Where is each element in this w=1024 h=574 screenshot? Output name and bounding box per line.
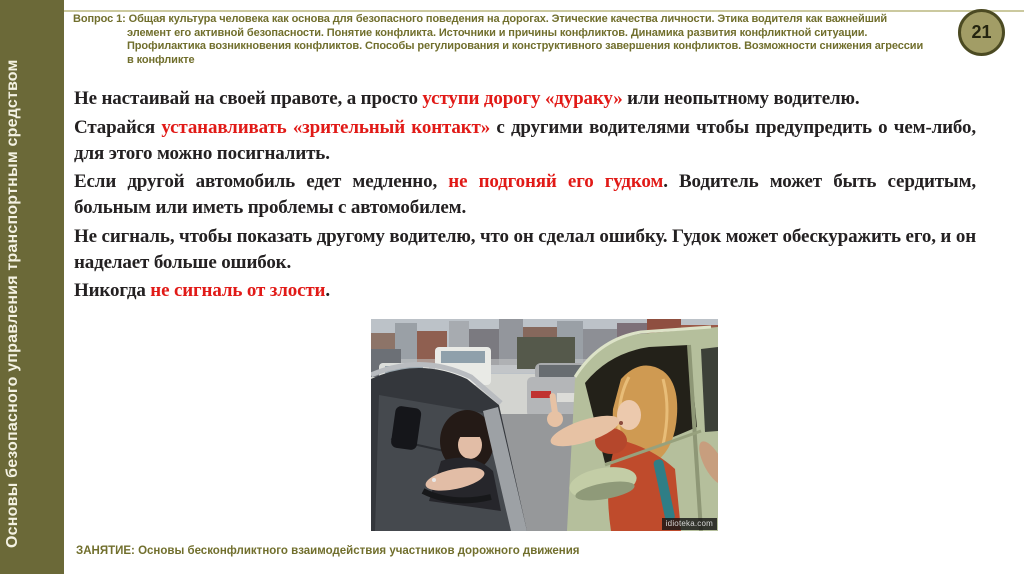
photo-watermark: idioteka.com [662, 518, 717, 530]
body-text-run: или неопытному водителю. [622, 88, 860, 109]
header-divider-line [64, 10, 1024, 12]
body-text-run: уступи дорогу «дураку» [422, 88, 623, 109]
body-text-run: Старайся [74, 116, 162, 138]
body-text-run: Не настаивай на своей правоте, а просто [74, 88, 423, 109]
header-line: в конфликте [127, 53, 195, 66]
body-paragraph [74, 278, 976, 304]
body-paragraph [74, 86, 976, 112]
page-number: 21 [971, 22, 992, 42]
body-paragraph [74, 115, 976, 167]
page-number-badge [958, 9, 1005, 56]
body-text-run: не сигналь от злости [150, 280, 326, 301]
footer-lesson-title: ЗАНЯТИЕ: Основы бесконфликтного взаимодействия участников дорожного движения [76, 545, 580, 557]
header-line: Профилактика возникновения конфликтов. Способы регулирования и конструктивного завершения конфликтов. Возможности снижения агрессии [127, 40, 924, 52]
header-text [73, 13, 965, 67]
sidebar [0, 0, 64, 574]
body-text-run: Не сигналь, чтобы показать другому водителю, что он сделал ошибку. Гудок может обескуражить его, и он наделает больше ошибок. [74, 225, 976, 273]
body-text-run: Никогда [74, 280, 151, 301]
body-text-run: с другими водителями чтобы предупредить о чем-либо, для этого можно посигналить. [74, 116, 976, 164]
header-line: Вопрос 1: Общая культура человека как основа для безопасного поведения на дорогах. Этические качества личности. Этика водителя как важнейший [73, 13, 888, 25]
header-line: элемент его активной безопасности. Понятие конфликта. Источники и причины конфликтов. Динамика развития конфликтной ситуации. [127, 26, 868, 39]
body-text-run: Если другой автомобиль едет медленно, [74, 171, 449, 192]
body-text-run: . [325, 280, 330, 301]
sidebar-vertical-title: Основы безопасного управления транспортным средством [4, 59, 21, 548]
traffic-photo-illustration [371, 319, 718, 531]
traffic-photo [371, 319, 718, 531]
body-paragraph [74, 169, 976, 221]
body-paragraph [74, 224, 976, 276]
body-text-run: устанавливать «зрительный контакт» [161, 116, 491, 138]
body-text-run: . Водитель может быть сердитым, больным или иметь проблемы с автомобилем. [74, 171, 977, 218]
body-text [74, 86, 976, 307]
body-text-run: не подгоняй его гудком [448, 171, 664, 192]
